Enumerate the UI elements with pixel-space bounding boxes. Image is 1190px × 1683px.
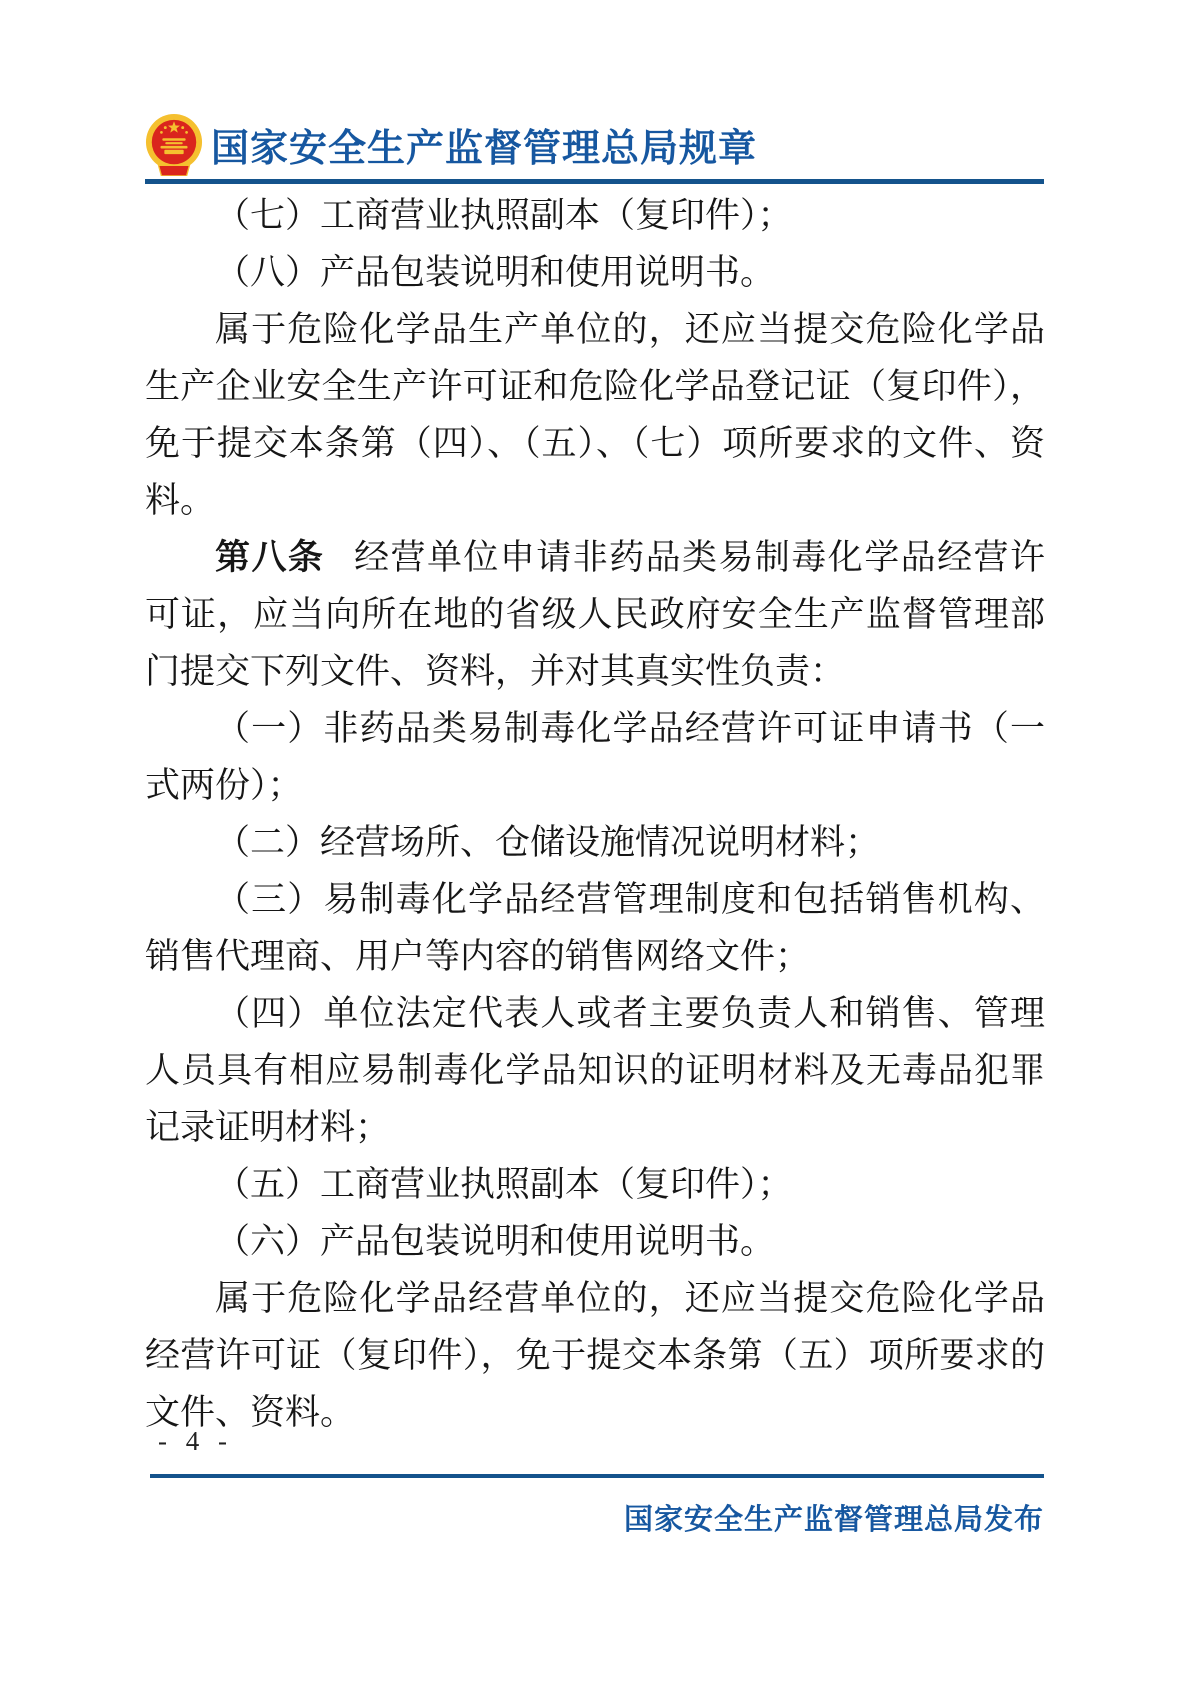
document-body (145, 187, 1045, 1441)
china-national-emblem-icon (145, 112, 203, 176)
footer-rule (150, 1474, 1044, 1478)
footer-publisher: 国家安全生产监督管理总局发布 (623, 1504, 1044, 1536)
page-title: 国家安全生产监督管理总局规章 (211, 127, 758, 170)
body-paragraph: 属于危险化学品生产单位的，还应当提交危险化学品生产企业安全生产许可证和危险化学品登记证（复印件），免于提交本条第（四）、（五）、（七）项所要求的文件、资料。 (145, 310, 1045, 520)
body-paragraph: （七）工商营业执照副本（复印件）； (215, 196, 793, 235)
article-text: 经营单位申请非药品类易制毒化学品经营许可证，应当向所在地的省级人民政府安全生产监督管理部门提交下列文件、资料，并对其真实性负责： (145, 538, 1045, 691)
body-paragraph: （五）工商营业执照副本（复印件）； (215, 1165, 793, 1204)
body-paragraph-article (145, 529, 1045, 700)
article-number: 第八条 (215, 538, 325, 577)
page-header (145, 113, 1045, 175)
body-paragraph: 属于危险化学品经营单位的，还应当提交危险化学品经营许可证（复印件），免于提交本条第（五）项所要求的文件、资料。 (145, 1279, 1045, 1432)
body-paragraph: （八）产品包装说明和使用说明书。 (215, 253, 776, 292)
body-paragraph: （三）易制毒化学品经营管理制度和包括销售机构、销售代理商、用户等内容的销售网络文件； (145, 880, 1045, 976)
page-number: - 4 - (158, 1426, 233, 1456)
body-paragraph: （一）非药品类易制毒化学品经营许可证申请书（一式两份）； (145, 709, 1045, 805)
body-paragraph: （六）产品包装说明和使用说明书。 (215, 1222, 776, 1261)
header-rule (145, 179, 1044, 184)
body-paragraph: （四）单位法定代表人或者主要负责人和销售、管理人员具有相应易制毒化学品知识的证明材料及无毒品犯罪记录证明材料； (145, 994, 1045, 1147)
body-paragraph: （二）经营场所、仓储设施情况说明材料； (215, 823, 881, 862)
